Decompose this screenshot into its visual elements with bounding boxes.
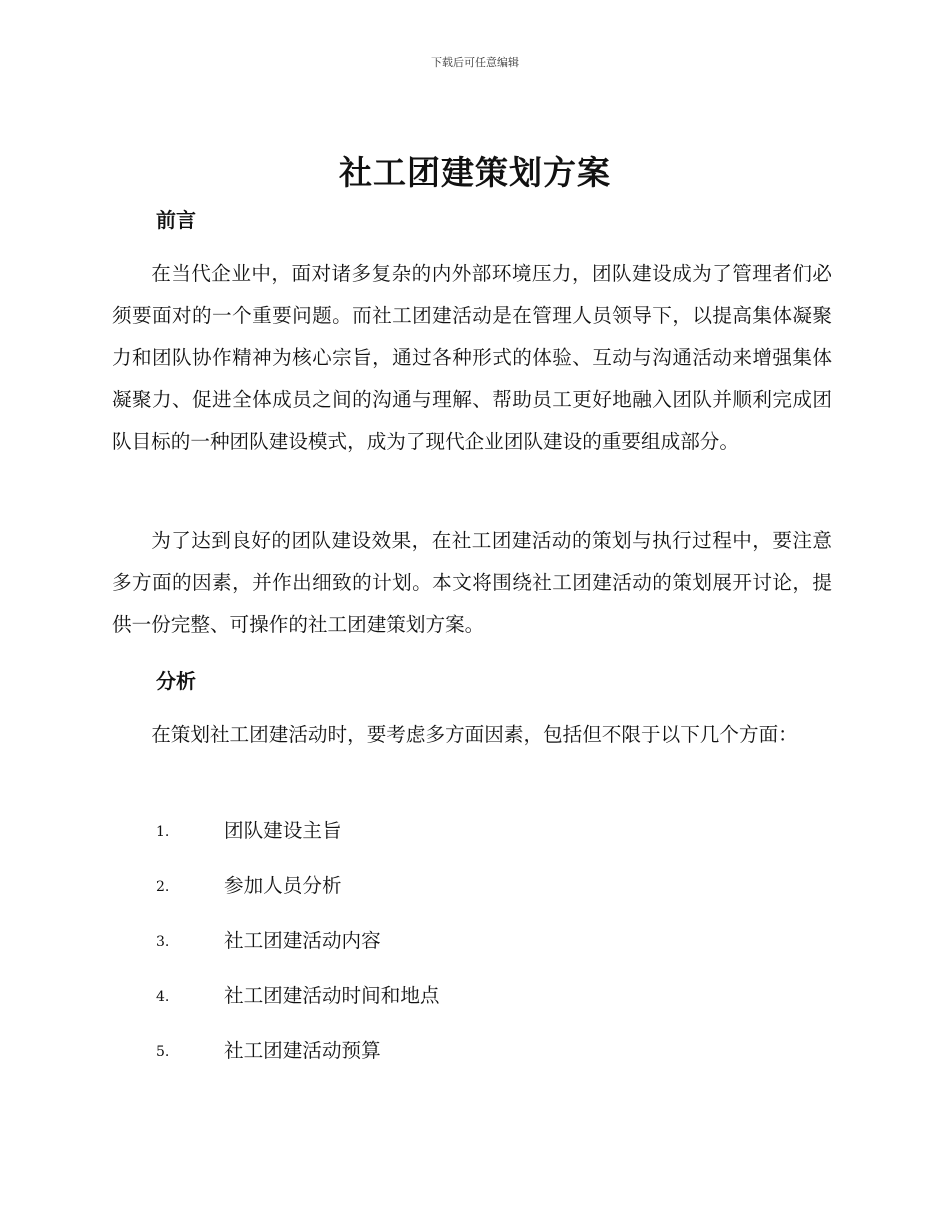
list-item-number: 4. (156, 989, 170, 1005)
list-item (0, 925, 950, 980)
paragraph: 在当代企业中，面对诸多复杂的内外部环境压力，团队建设成为了管理者们必须要面对的一个重要问题。而社工团建活动是在管理人员领导下，以提高集体凝聚力和团队协作精神为核心宗旨，通过各种形式的体验、互动与沟通活动来增强集体凝聚力、促进全体成员之间的沟通与理解、帮助员工更好地融入团队并顺利完成团队目标的一种团队建设模式，成为了现代企业团队建设的重要组成部分。 (112, 262, 832, 453)
list-item-text: 团队建设主旨 (224, 819, 342, 842)
list-item-number: 3. (156, 934, 170, 950)
list-item-number: 5. (156, 1044, 170, 1060)
section-heading-analysis: 分析 (156, 669, 196, 693)
list-item-text: 社工团建活动内容 (224, 929, 381, 952)
paragraph: 在策划社工团建活动时，要考虑多方面因素，包括但不限于以下几个方面： (151, 723, 798, 746)
list-item-text: 社工团建活动时间和地点 (224, 984, 440, 1007)
list-item (0, 870, 950, 925)
page-header-note: 下载后可任意编辑 (431, 56, 519, 69)
section-heading-preface: 前言 (156, 208, 196, 232)
paragraph: 为了达到良好的团队建设效果，在社工团建活动的策划与执行过程中，要注意多方面的因素，并作出细致的计划。本文将围绕社工团建活动的策划展开讨论，提供一份完整、可操作的社工团建策划方案。 (112, 529, 832, 636)
page-title: 社工团建策划方案 (339, 153, 611, 192)
numbered-list (0, 815, 950, 1090)
list-item-number: 2. (156, 879, 170, 895)
list-item-number: 1. (156, 824, 170, 840)
list-item-text: 社工团建活动预算 (224, 1039, 381, 1062)
list-item (0, 980, 950, 1035)
list-item (0, 1035, 950, 1090)
list-item-text: 参加人员分析 (224, 874, 342, 897)
list-item (0, 815, 950, 870)
